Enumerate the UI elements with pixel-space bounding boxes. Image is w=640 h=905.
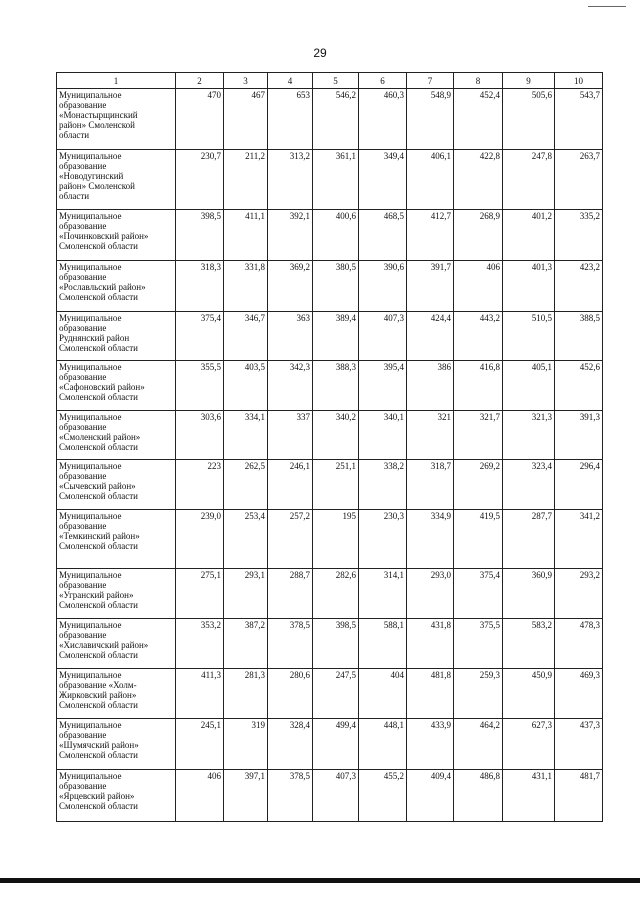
table-row <box>57 510 603 569</box>
value-cell: 395,4 <box>359 361 407 411</box>
column-header: 5 <box>313 73 359 89</box>
value-cell: 363 <box>268 312 313 361</box>
table-row <box>57 669 603 719</box>
table-row <box>57 150 603 210</box>
page-number: 29 <box>313 46 327 60</box>
value-cell: 360,9 <box>503 569 555 619</box>
table-body <box>57 89 603 822</box>
value-cell: 247,5 <box>313 669 359 719</box>
value-cell: 407,3 <box>313 770 359 822</box>
value-cell: 259,3 <box>454 669 503 719</box>
table-row <box>57 770 603 822</box>
value-cell: 391,3 <box>555 411 603 460</box>
value-cell: 262,5 <box>224 460 268 510</box>
value-cell: 387,2 <box>224 619 268 669</box>
table-row <box>57 719 603 770</box>
value-cell: 398,5 <box>313 619 359 669</box>
value-cell: 411,1 <box>224 210 268 261</box>
value-cell: 195 <box>313 510 359 569</box>
value-cell: 281,3 <box>224 669 268 719</box>
value-cell: 412,7 <box>407 210 454 261</box>
value-cell: 546,2 <box>313 89 359 150</box>
value-cell: 328,4 <box>268 719 313 770</box>
value-cell: 296,4 <box>555 460 603 510</box>
value-cell: 437,3 <box>555 719 603 770</box>
value-cell: 386 <box>407 361 454 411</box>
value-cell: 253,4 <box>224 510 268 569</box>
value-cell: 653 <box>268 89 313 150</box>
municipality-name-cell: Муниципальное образование «Сафоновский район» Смоленской области <box>57 361 176 411</box>
table-row <box>57 460 603 510</box>
table-header-row <box>57 73 603 89</box>
value-cell: 340,2 <box>313 411 359 460</box>
value-cell: 583,2 <box>503 619 555 669</box>
value-cell: 375,4 <box>454 569 503 619</box>
column-header: 2 <box>176 73 224 89</box>
value-cell: 499,4 <box>313 719 359 770</box>
value-cell: 450,9 <box>503 669 555 719</box>
value-cell: 424,4 <box>407 312 454 361</box>
column-header: 1 <box>57 73 176 89</box>
column-header: 9 <box>503 73 555 89</box>
municipality-name-cell: Муниципальное образование «Темкинский район» Смоленской области <box>57 510 176 569</box>
value-cell: 388,3 <box>313 361 359 411</box>
value-cell: 288,7 <box>268 569 313 619</box>
column-header: 8 <box>454 73 503 89</box>
value-cell: 470 <box>176 89 224 150</box>
municipality-name-cell: Муниципальное образование «Хиславичский район» Смоленской области <box>57 619 176 669</box>
value-cell: 433,9 <box>407 719 454 770</box>
column-header: 10 <box>555 73 603 89</box>
value-cell: 452,6 <box>555 361 603 411</box>
value-cell: 423,2 <box>555 261 603 312</box>
value-cell: 323,4 <box>503 460 555 510</box>
value-cell: 375,5 <box>454 619 503 669</box>
table-row <box>57 261 603 312</box>
value-cell: 389,4 <box>313 312 359 361</box>
table-row <box>57 619 603 669</box>
top-right-rule <box>588 6 626 7</box>
municipality-name-cell: Муниципальное образование «Угранский район» Смоленской области <box>57 569 176 619</box>
value-cell: 230,7 <box>176 150 224 210</box>
value-cell: 398,5 <box>176 210 224 261</box>
municipality-name-cell: Муниципальное образование «Монастырщинский район» Смоленской области <box>57 89 176 150</box>
table-row <box>57 361 603 411</box>
value-cell: 269,2 <box>454 460 503 510</box>
table-row <box>57 569 603 619</box>
value-cell: 314,1 <box>359 569 407 619</box>
table-row <box>57 89 603 150</box>
value-cell: 469,3 <box>555 669 603 719</box>
column-header: 6 <box>359 73 407 89</box>
value-cell: 341,2 <box>555 510 603 569</box>
value-cell: 282,6 <box>313 569 359 619</box>
value-cell: 334,1 <box>224 411 268 460</box>
table-row <box>57 411 603 460</box>
value-cell: 388,5 <box>555 312 603 361</box>
value-cell: 268,9 <box>454 210 503 261</box>
value-cell: 409,4 <box>407 770 454 822</box>
data-table <box>56 72 603 822</box>
value-cell: 468,5 <box>359 210 407 261</box>
value-cell: 321 <box>407 411 454 460</box>
value-cell: 406,1 <box>407 150 454 210</box>
value-cell: 392,1 <box>268 210 313 261</box>
value-cell: 390,6 <box>359 261 407 312</box>
table-row <box>57 210 603 261</box>
value-cell: 627,3 <box>503 719 555 770</box>
municipality-name-cell: Муниципальное образование «Новодугинский район» Смоленской области <box>57 150 176 210</box>
value-cell: 419,5 <box>454 510 503 569</box>
value-cell: 407,3 <box>359 312 407 361</box>
value-cell: 331,8 <box>224 261 268 312</box>
value-cell: 355,5 <box>176 361 224 411</box>
value-cell: 287,7 <box>503 510 555 569</box>
value-cell: 505,6 <box>503 89 555 150</box>
value-cell: 481,8 <box>407 669 454 719</box>
value-cell: 401,3 <box>503 261 555 312</box>
value-cell: 349,4 <box>359 150 407 210</box>
bottom-bar <box>0 878 640 883</box>
value-cell: 223 <box>176 460 224 510</box>
value-cell: 400,6 <box>313 210 359 261</box>
value-cell: 431,8 <box>407 619 454 669</box>
value-cell: 397,1 <box>224 770 268 822</box>
value-cell: 406 <box>176 770 224 822</box>
municipality-name-cell: Муниципальное образование Руднянский район Смоленской области <box>57 312 176 361</box>
value-cell: 321,7 <box>454 411 503 460</box>
value-cell: 452,4 <box>454 89 503 150</box>
municipality-name-cell: Муниципальное образование «Холм- Жирковский район» Смоленской области <box>57 669 176 719</box>
value-cell: 353,2 <box>176 619 224 669</box>
value-cell: 245,1 <box>176 719 224 770</box>
municipality-name-cell: Муниципальное образование «Сычевский район» Смоленской области <box>57 460 176 510</box>
value-cell: 335,2 <box>555 210 603 261</box>
value-cell: 380,5 <box>313 261 359 312</box>
value-cell: 378,5 <box>268 770 313 822</box>
value-cell: 510,5 <box>503 312 555 361</box>
value-cell: 467 <box>224 89 268 150</box>
municipality-name-cell: Муниципальное образование «Ярцевский район» Смоленской области <box>57 770 176 822</box>
value-cell: 588,1 <box>359 619 407 669</box>
value-cell: 455,2 <box>359 770 407 822</box>
value-cell: 378,5 <box>268 619 313 669</box>
value-cell: 422,8 <box>454 150 503 210</box>
value-cell: 275,1 <box>176 569 224 619</box>
value-cell: 211,2 <box>224 150 268 210</box>
value-cell: 318,7 <box>407 460 454 510</box>
value-cell: 293,2 <box>555 569 603 619</box>
value-cell: 303,6 <box>176 411 224 460</box>
municipality-name-cell: Муниципальное образование «Шумячский район» Смоленской области <box>57 719 176 770</box>
value-cell: 321,3 <box>503 411 555 460</box>
value-cell: 318,3 <box>176 261 224 312</box>
value-cell: 416,8 <box>454 361 503 411</box>
table-row <box>57 312 603 361</box>
value-cell: 346,7 <box>224 312 268 361</box>
value-cell: 338,2 <box>359 460 407 510</box>
value-cell: 239,0 <box>176 510 224 569</box>
value-cell: 401,2 <box>503 210 555 261</box>
municipality-name-cell: Муниципальное образование «Починковский район» Смоленской области <box>57 210 176 261</box>
column-header: 4 <box>268 73 313 89</box>
value-cell: 460,3 <box>359 89 407 150</box>
value-cell: 337 <box>268 411 313 460</box>
municipality-name-cell: Муниципальное образование «Рославльский район» Смоленской области <box>57 261 176 312</box>
value-cell: 257,2 <box>268 510 313 569</box>
column-header: 7 <box>407 73 454 89</box>
value-cell: 313,2 <box>268 150 313 210</box>
value-cell: 342,3 <box>268 361 313 411</box>
value-cell: 334,9 <box>407 510 454 569</box>
value-cell: 548,9 <box>407 89 454 150</box>
municipality-name-cell: Муниципальное образование «Смоленский район» Смоленской области <box>57 411 176 460</box>
value-cell: 251,1 <box>313 460 359 510</box>
value-cell: 361,1 <box>313 150 359 210</box>
value-cell: 247,8 <box>503 150 555 210</box>
value-cell: 319 <box>224 719 268 770</box>
value-cell: 391,7 <box>407 261 454 312</box>
value-cell: 543,7 <box>555 89 603 150</box>
value-cell: 369,2 <box>268 261 313 312</box>
value-cell: 293,1 <box>224 569 268 619</box>
value-cell: 481,7 <box>555 770 603 822</box>
value-cell: 293,0 <box>407 569 454 619</box>
value-cell: 448,1 <box>359 719 407 770</box>
value-cell: 230,3 <box>359 510 407 569</box>
value-cell: 246,1 <box>268 460 313 510</box>
value-cell: 405,1 <box>503 361 555 411</box>
value-cell: 280,6 <box>268 669 313 719</box>
column-header: 3 <box>224 73 268 89</box>
value-cell: 443,2 <box>454 312 503 361</box>
value-cell: 478,3 <box>555 619 603 669</box>
value-cell: 340,1 <box>359 411 407 460</box>
value-cell: 486,8 <box>454 770 503 822</box>
value-cell: 464,2 <box>454 719 503 770</box>
value-cell: 375,4 <box>176 312 224 361</box>
value-cell: 263,7 <box>555 150 603 210</box>
value-cell: 411,3 <box>176 669 224 719</box>
value-cell: 404 <box>359 669 407 719</box>
value-cell: 431,1 <box>503 770 555 822</box>
value-cell: 406 <box>454 261 503 312</box>
value-cell: 403,5 <box>224 361 268 411</box>
